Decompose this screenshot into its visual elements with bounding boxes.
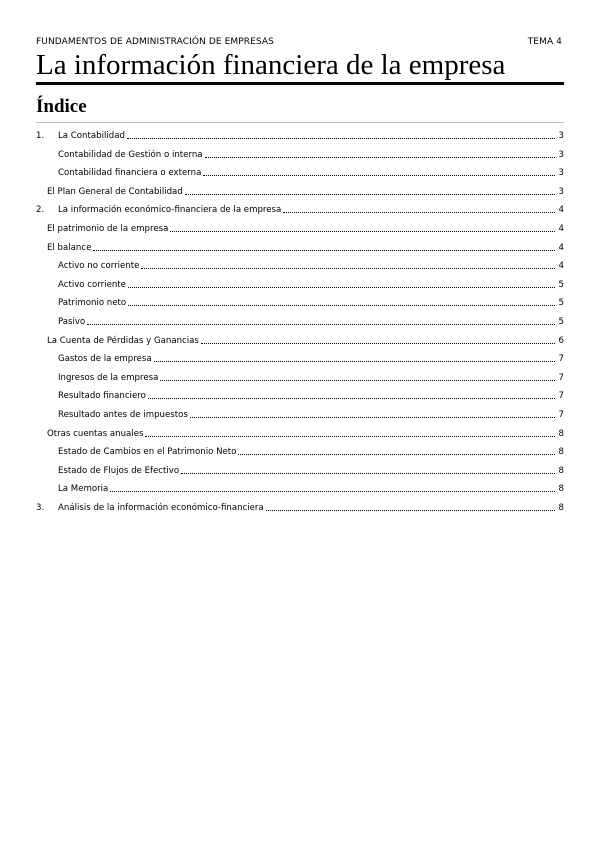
toc-entry-label: Resultado financiero	[58, 391, 146, 402]
toc-dot-leader	[203, 174, 555, 176]
toc-entry-page-number: 4	[558, 261, 564, 272]
toc-entry[interactable]	[36, 500, 564, 514]
toc-entry-page-number: 8	[558, 503, 564, 513]
toc-entry-page-number: 8	[558, 465, 564, 476]
toc-entry[interactable]	[36, 165, 564, 179]
toc-entry[interactable]	[36, 351, 564, 365]
toc-dot-leader	[148, 397, 555, 399]
toc-entry[interactable]	[36, 221, 564, 235]
toc-dot-leader	[154, 360, 555, 362]
toc-entry[interactable]	[36, 314, 564, 328]
toc-entry-page-number: 4	[558, 205, 564, 216]
toc-entry-label: El balance	[47, 242, 92, 253]
topic-label: TEMA 4	[527, 37, 562, 47]
toc-entry-label: Resultado antes de impuestos	[58, 410, 188, 420]
toc-entry-page-number: 5	[558, 298, 564, 309]
toc-entry-page-number: 6	[558, 335, 564, 346]
toc-dot-leader	[181, 472, 555, 474]
toc-entry-label: Estado de Cambios en el Patrimonio Neto	[58, 447, 237, 458]
toc-entry-number: 2.	[36, 205, 45, 216]
toc-entry[interactable]	[36, 426, 564, 440]
toc-dot-leader	[201, 342, 555, 344]
toc-dot-leader	[141, 267, 555, 269]
toc-entry-label: La Cuenta de Pérdidas y Ganancias	[47, 335, 199, 346]
document-title: La información financiera de la empresa	[36, 49, 506, 81]
index-underline	[36, 122, 564, 123]
toc-dot-leader	[87, 323, 555, 325]
toc-entry-page-number: 8	[558, 447, 564, 458]
toc-dot-leader	[170, 230, 555, 232]
toc-dot-leader	[266, 509, 555, 511]
toc-entry-label: La información económico-financiera de la empresa	[58, 205, 282, 216]
toc-entry-page-number: 7	[558, 372, 564, 383]
toc-entry[interactable]	[36, 463, 564, 477]
toc-dot-leader	[283, 211, 555, 213]
index-heading: Índice	[36, 96, 87, 117]
toc-entry[interactable]	[36, 128, 564, 142]
toc-entry-label: El patrimonio de la empresa	[47, 224, 169, 234]
toc-entry[interactable]	[36, 370, 564, 384]
toc-entry-label: Contabilidad financiera o externa	[58, 168, 202, 179]
toc-entry[interactable]	[36, 388, 564, 402]
toc-entry-page-number: 3	[558, 131, 564, 141]
toc-entry-page-number: 8	[558, 428, 564, 439]
toc-entry[interactable]	[36, 184, 564, 198]
toc-entry-label: La Contabilidad	[58, 131, 125, 141]
toc-dot-leader	[185, 193, 555, 195]
toc-entry-label: Pasivo	[58, 317, 86, 327]
toc-entry-page-number: 4	[558, 224, 564, 234]
toc-entry-label: Activo corriente	[58, 279, 126, 290]
toc-dot-leader	[93, 249, 555, 251]
toc-entry-label: Análisis de la información económico-financiera	[58, 503, 264, 513]
toc-entry-label: Gastos de la empresa	[58, 354, 152, 365]
toc-entry[interactable]	[36, 277, 564, 291]
toc-dot-leader	[160, 379, 555, 381]
toc-entry-label: Otras cuentas anuales	[47, 428, 144, 439]
toc-entry-page-number: 5	[558, 317, 564, 327]
toc-entry-number: 1.	[36, 131, 45, 141]
toc-dot-leader	[128, 286, 555, 288]
toc-entry[interactable]	[36, 147, 564, 161]
toc-entry-page-number: 8	[558, 484, 564, 495]
toc-entry-page-number: 7	[558, 354, 564, 365]
toc-dot-leader	[205, 156, 555, 158]
toc-dot-leader	[190, 416, 555, 418]
toc-entry-label: Activo no corriente	[58, 261, 140, 272]
toc-dot-leader	[110, 490, 555, 492]
toc-entry-label: Contabilidad de Gestión o interna	[58, 149, 203, 160]
toc-entry[interactable]	[36, 240, 564, 254]
toc-dot-leader	[145, 435, 555, 437]
toc-entry-label: Ingresos de la empresa	[58, 372, 159, 383]
toc-entry-page-number: 4	[558, 242, 564, 253]
toc-entry-page-number: 7	[558, 410, 564, 420]
toc-entry[interactable]	[36, 202, 564, 216]
course-name: FUNDAMENTOS DE ADMINISTRACIÓN DE EMPRESAS	[36, 37, 274, 47]
toc-entry[interactable]	[36, 258, 564, 272]
toc-entry[interactable]	[36, 407, 564, 421]
toc-dot-leader	[127, 137, 555, 139]
toc-entry[interactable]	[36, 295, 564, 309]
toc-entry-page-number: 7	[558, 391, 564, 402]
toc-entry-label: El Plan General de Contabilidad	[47, 186, 183, 197]
toc-entry-number: 3.	[36, 503, 45, 513]
toc-entry-page-number: 3	[558, 149, 564, 160]
toc-entry[interactable]	[36, 333, 564, 347]
title-underline	[36, 82, 564, 85]
toc-entry-label: Patrimonio neto	[58, 298, 127, 309]
toc-entry-page-number: 5	[558, 279, 564, 290]
toc-dot-leader	[128, 304, 555, 306]
toc-entry[interactable]	[36, 444, 564, 458]
toc-dot-leader	[238, 453, 555, 455]
toc-entry-label: Estado de Flujos de Efectivo	[58, 465, 180, 476]
toc-entry-page-number: 3	[558, 186, 564, 197]
toc-entry-page-number: 3	[558, 168, 564, 179]
toc-entry[interactable]	[36, 481, 564, 495]
toc-entry-label: La Memoria	[58, 484, 109, 495]
